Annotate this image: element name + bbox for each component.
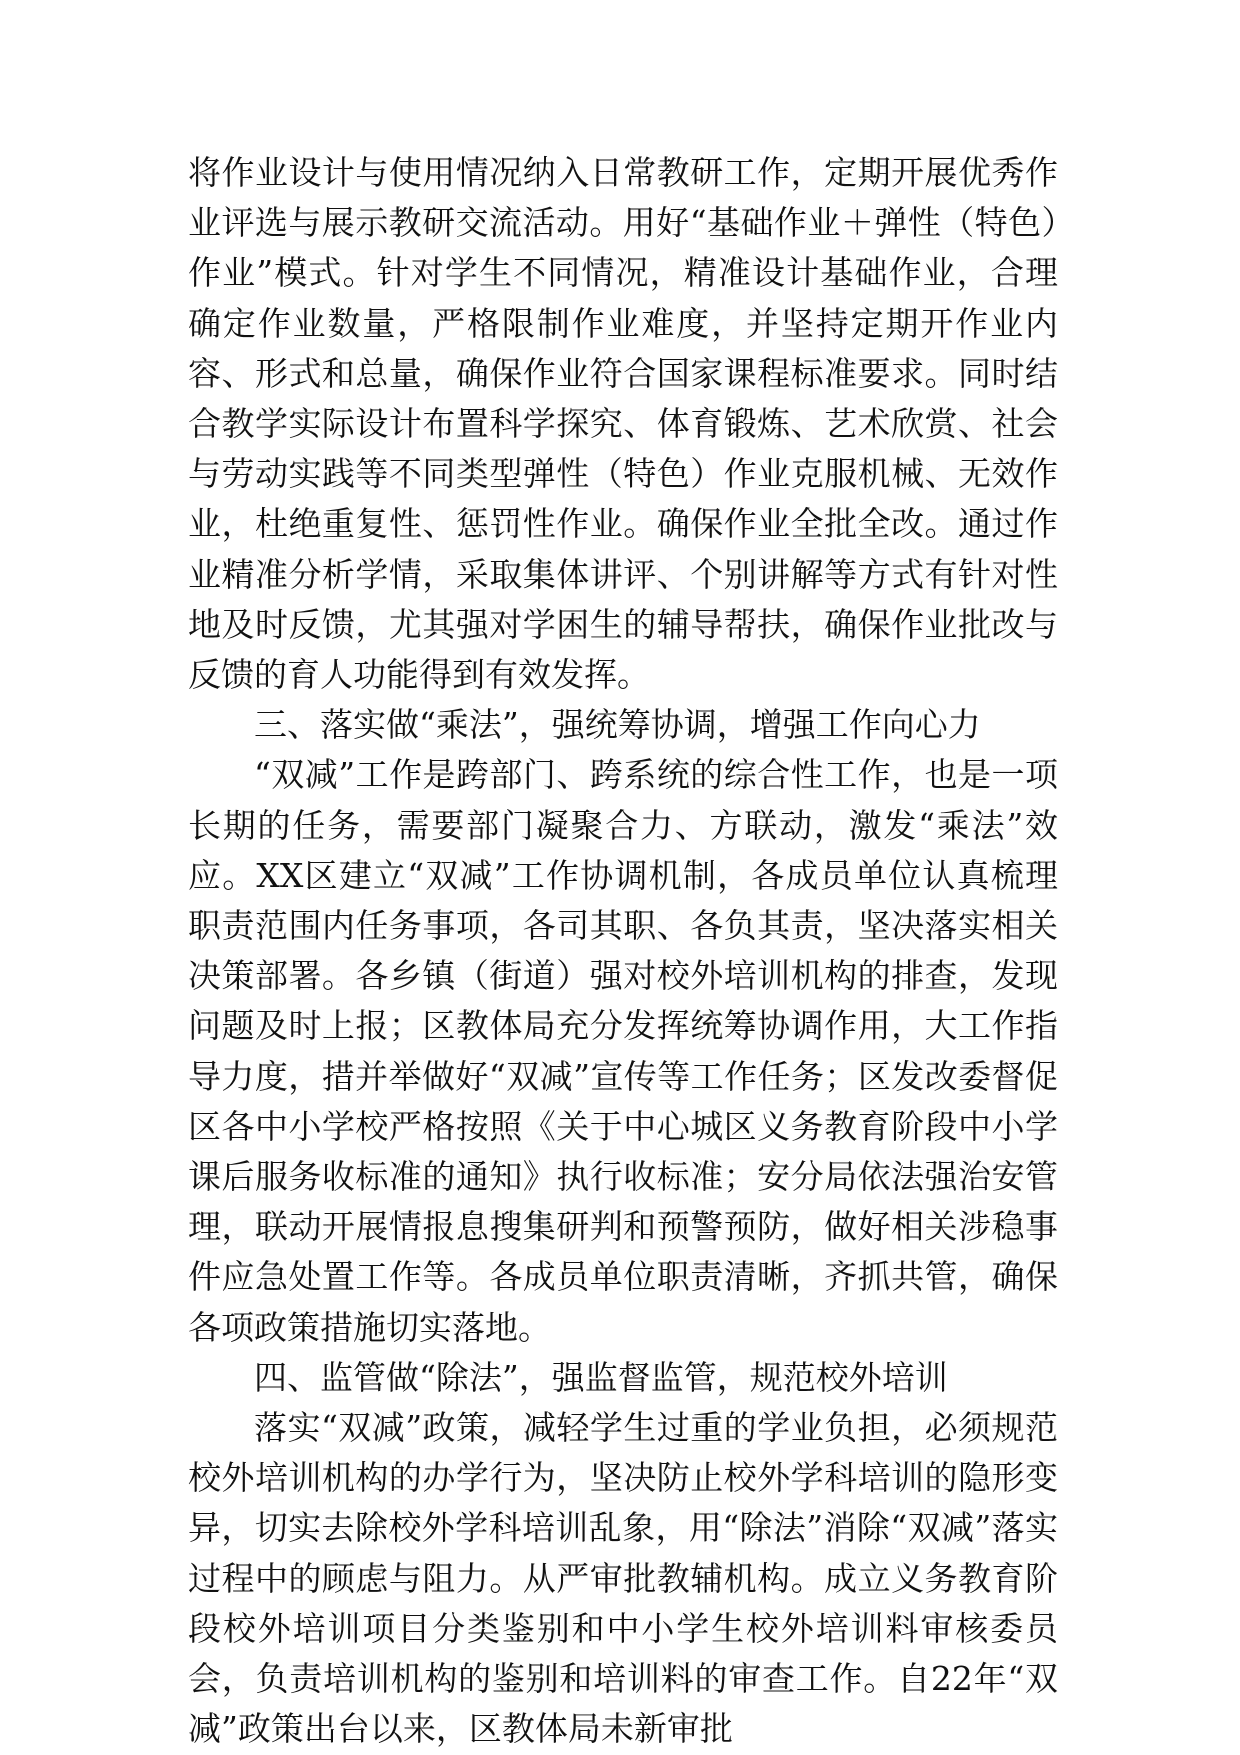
section-heading-3: 三、落实做“乘法”，强统筹协调，增强工作向心力 bbox=[254, 705, 981, 745]
section-heading-4: 四、监管做“除法”，强监督监管，规范校外培训 bbox=[254, 1357, 948, 1397]
body-paragraph-2: “双减”工作是跨部门、跨系统的综合性工作，也是一项长期的任务，需要部门凝聚合力、方联动，激发“乘法”效应。XX区建立“双减”工作协调机制，各成员单位认真梳理职责范围内任务事项，各司其职、各负其责，坚决落实相关决策部署。各乡镇（街道）强对校外培训机构的排查，发现问题及时上报；区教体局充分发挥统筹协调作用，大工作指导力度，措并举做好“双减”宣传等工作任务；区发改委督促区各中小学校严格按照《关于中心城区义务教育阶段中小学课后服务收标准的通知》执行收标准；安分局依法强治安管理，联动开展情报息搜集研判和预警预防，做好相关涉稳事件应急处置工作等。各成员单位职责清晰，齐抓共管，确保各项政策措施切实落地。 bbox=[188, 755, 1058, 1347]
body-paragraph-1: 将作业设计与使用情况纳入日常教研工作，定期开展优秀作业评选与展示教研交流活动。用好“基础作业＋弹性（特色）作业”模式。针对学生不同情况，精准设计基础作业，合理确定作业数量，严格限制作业难度，并坚持定期开作业内容、形式和总量，确保作业符合国家课程标准要求。同时结合教学实际设计布置科学探究、体育锻炼、艺术欣赏、社会与劳动实践等不同类型弹性（特色）作业克服机械、无效作业，杜绝重复性、惩罚性作业。确保作业全批全改。通过作业精准分析学情，采取集体讲评、个别讲解等方式有针对性地及时反馈，尤其强对学困生的辅导帮扶，确保作业批改与反馈的育人功能得到有效发挥。 bbox=[188, 153, 1058, 695]
document-page bbox=[188, 148, 1058, 1749]
body-paragraph-3: 落实“双减”政策，减轻学生过重的学业负担，必须规范校外培训机构的办学行为，坚决防止校外学科培训的隐形变异，切实去除校外学科培训乱象，用“除法”消除“双减”落实过程中的顾虑与阻力。从严审批教辅机构。成立义务教育阶段校外培训项目分类鉴别和中小学生校外培训料审核委员会，负责培训机构的鉴别和培训料的审查工作。自22年“双减”政策出台以来，区教体局未新审批 bbox=[188, 1408, 1058, 1749]
